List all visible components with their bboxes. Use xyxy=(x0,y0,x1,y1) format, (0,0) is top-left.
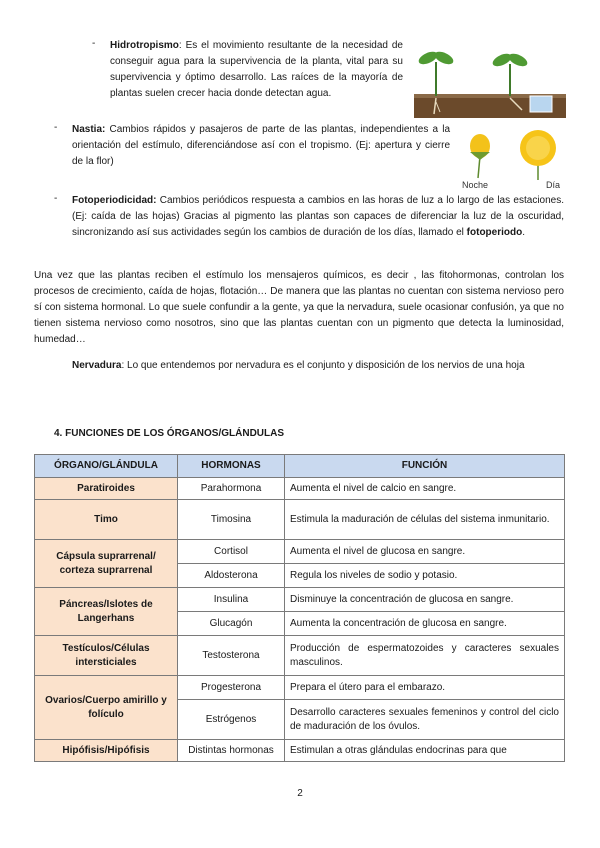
table-header-row xyxy=(35,455,565,478)
list-item-fotoperiodicidad: Fotoperiodicidad: Cambios periódicos respuesta a cambios en las horas de luz a lo largo de las estaciones. (Ej: caída de las hojas) Gracias al pigmento las plantas son capaces de diferenciar la luz de la oscuridad, sincronizando así sus actividades según los cambios de duración de los días, llamado el fotoperiodo. xyxy=(72,195,564,238)
nastia-figure xyxy=(458,128,568,180)
paragraph-nervadura xyxy=(34,358,564,374)
table-row xyxy=(35,676,565,700)
term-fotoperiodo: fotoperiodo xyxy=(466,227,523,238)
function-cell: Regula los niveles de sodio y potasio. xyxy=(285,564,565,588)
header-function: FUNCIÓN xyxy=(285,455,565,478)
function-cell: Producción de espermatozoides y caracteres sexuales masculinos. xyxy=(285,636,565,676)
bullet-dash: - xyxy=(92,38,96,49)
organ-cell: Paratiroides xyxy=(35,478,178,500)
hormone-cell: Distintas hormonas xyxy=(178,740,285,762)
term: Nervadura xyxy=(72,360,122,371)
page-number: 2 xyxy=(297,788,303,799)
organs-table xyxy=(34,454,565,762)
organ-cell: Páncreas/Islotes de Langerhans xyxy=(35,588,178,636)
term: Hidrotropismo xyxy=(110,40,179,51)
paragraph-fitohormonas: Una vez que las plantas reciben el estímulo los mensajeros químicos, es decir , las fitohormonas, controlan los procesos de crecimiento, caída de hojas, flotación… De manera que las plantas no cuentan con sistema nervioso pero sí con sistema hormonal. Lo que suele confundir a la gente, ya que la nervadura, suele ocasionar confusión, ya que no tienen sistema nervioso como nosotros, sino que las plantas cuentan con un pigmento que detecta la luminosidad, humedad… xyxy=(34,270,564,345)
hormone-cell: Insulina xyxy=(178,588,285,612)
hormone-cell: Progesterona xyxy=(178,676,285,700)
function-cell: Aumenta la concentración de glucosa en sangre. xyxy=(285,612,565,636)
definition: Cambios periódicos respuesta a cambios en las horas de luz a lo largo de las estaciones. (Ej: caída de las hojas) Gracias al pigmento las plantas son capaces de diferenciar la luz de la oscuridad, sincronizando así sus actividades según los cambios de duración de los días, llamado el xyxy=(72,195,564,238)
organ-cell: Timo xyxy=(35,500,178,540)
open-flower xyxy=(520,130,556,180)
table-row xyxy=(35,636,565,676)
hydrotropism-figure xyxy=(414,44,566,118)
function-cell: Estimulan a otras glándulas endocrinas para que xyxy=(285,740,565,762)
hormone-cell: Timosina xyxy=(178,500,285,540)
list-item-hidrotropismo xyxy=(110,38,403,102)
header-organ: ÓRGANO/GLÁNDULA xyxy=(35,455,178,478)
section-title: 4. FUNCIONES DE LOS ÓRGANOS/GLÁNDULAS xyxy=(54,428,285,439)
organ-cell: Ovarios/Cuerpo amirillo y folículo xyxy=(35,676,178,740)
hormone-cell: Testosterona xyxy=(178,636,285,676)
list-item-nastia xyxy=(72,122,450,170)
bullet-dash: - xyxy=(54,193,58,204)
organ-cell: Testículos/Células intersticiales xyxy=(35,636,178,676)
function-cell: Estimula la maduración de células del sistema inmunitario. xyxy=(285,500,565,540)
table-row xyxy=(35,500,565,540)
hormone-cell: Aldosterona xyxy=(178,564,285,588)
organ-cell: Cápsula suprarrenal/ corteza suprarrenal xyxy=(35,540,178,588)
bullet-dash: - xyxy=(54,122,58,133)
hormone-cell: Parahormona xyxy=(178,478,285,500)
table-row xyxy=(35,588,565,612)
hormone-cell: Cortisol xyxy=(178,540,285,564)
table-row xyxy=(35,478,565,500)
term: Nastia: xyxy=(72,124,106,135)
definition: : Es el movimiento resultante de la necesidad de conseguir agua para la supervivencia de la planta, vital para su supervivencia y óptimo desarrollo. Las raíces de la mayoría de plantas suelen crecer hacia donde detectan agua. xyxy=(110,40,403,99)
table-row xyxy=(35,540,565,564)
function-cell: Prepara el útero para el embarazo. xyxy=(285,676,565,700)
function-cell: Aumenta el nivel de glucosa en sangre. xyxy=(285,540,565,564)
definition: Cambios rápidos y pasajeros de parte de las plantas, independientes a la orientación del estímulo, diferenciándose así con el tropismo. (Ej: apertura y cierre de la flor) xyxy=(72,124,450,167)
hormone-cell: Glucagón xyxy=(178,612,285,636)
table-row xyxy=(35,740,565,762)
function-cell: Aumenta el nivel de calcio en sangre. xyxy=(285,478,565,500)
header-hormones: HORMONAS xyxy=(178,455,285,478)
hormone-cell: Estrógenos xyxy=(178,700,285,740)
term: Fotoperiodicidad: xyxy=(72,195,157,206)
caption-day: Día xyxy=(546,180,561,190)
function-cell: Desarrollo caracteres sexuales femeninos y control del ciclo de maduración de los óvulos. xyxy=(285,700,565,740)
caption-night: Noche xyxy=(462,180,489,190)
definition: : Lo que entendemos por nervadura es el conjunto y disposición de los nervios de una hoja xyxy=(121,360,525,371)
organ-cell: Hipófisis/Hipófisis xyxy=(35,740,178,762)
closed-flower xyxy=(470,134,490,178)
function-cell: Disminuye la concentración de glucosa en sangre. xyxy=(285,588,565,612)
